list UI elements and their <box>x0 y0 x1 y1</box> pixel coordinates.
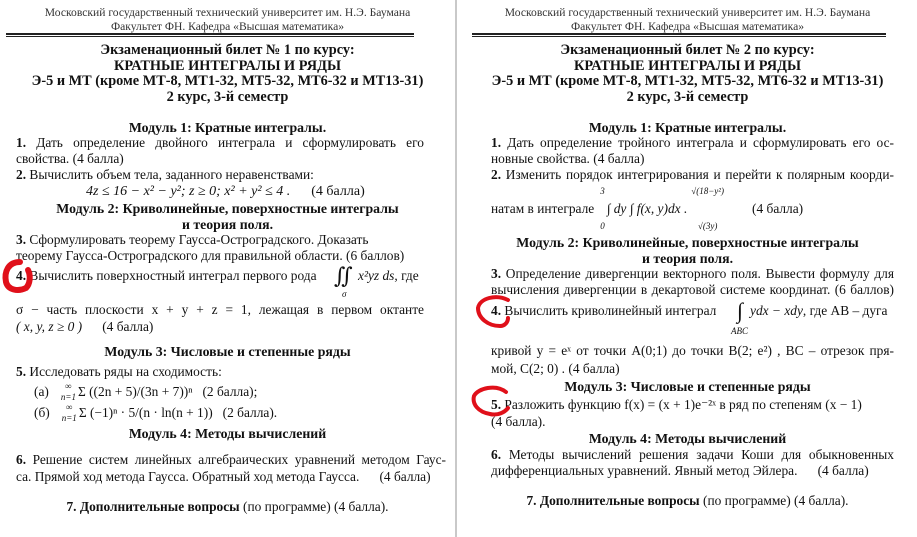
module-1-heading: Модуль 1: Кратные интегралы. <box>588 120 787 135</box>
series-b-bottom: n=1 <box>61 413 77 423</box>
university-header: Московский государственный технический университет им. Н.Э. Баумана <box>44 6 411 19</box>
question-1 <box>16 135 424 151</box>
outer-upper-limit: 3 <box>600 186 605 196</box>
faculty-header: Факультет ФН. Кафедра «Высшая математика» <box>570 20 805 33</box>
groups-title: Э-5 и МТ (кроме МТ-8, МТ1-32, МТ5-32, МТ6-32 и МТ13-31) <box>491 73 884 89</box>
points: (4 балла) <box>817 463 869 478</box>
series-b-label: (б) <box>34 405 50 420</box>
double-integral-sign: ∬ <box>334 263 353 288</box>
points: (4 балла) <box>311 184 365 199</box>
question-1-line2: свойства. (4 балла) <box>16 151 124 166</box>
question-text: Определение дивергенции векторного поля. Вывести формулу для <box>505 266 894 281</box>
integral-lower-limit: σ <box>342 289 347 299</box>
series-a-top: ∞ <box>65 381 72 391</box>
question-text: (по программе) (4 балла). <box>242 499 389 514</box>
formula: x²yz ds <box>358 268 395 283</box>
outer-limits <box>600 187 605 231</box>
question-5 <box>16 364 222 380</box>
question-number: 1. <box>16 135 27 150</box>
series-b-formula: Σ (−1)ⁿ · 5/(n · ln(n + 1)) <box>78 405 213 420</box>
points: (4 балла) <box>102 319 154 334</box>
question-heading: 7. Дополнительные вопросы <box>66 499 240 514</box>
question-7 <box>458 493 917 509</box>
question-3 <box>16 232 368 248</box>
series-b-top: ∞ <box>66 402 73 412</box>
header-rule <box>6 33 414 37</box>
inner-lower-limit: √(3y) <box>697 221 718 231</box>
integrand <box>750 303 887 319</box>
inner-limits <box>691 187 724 231</box>
module-1-heading: Модуль 1: Кратные интегралы. <box>128 120 327 135</box>
question-7 <box>0 499 455 515</box>
question-number: 4. <box>491 303 502 318</box>
question-2-formula <box>86 184 365 200</box>
question-text: Вычислить поверхностный интеграл первого рода <box>29 268 317 283</box>
groups-title: Э-5 и МТ (кроме МТ-8, МТ1-32, МТ5-32, МТ6-32 и МТ13-31) <box>31 73 424 89</box>
course-title: КРАТНЫЕ ИНТЕГРАЛЫ И РЯДЫ <box>574 58 801 74</box>
module-4-heading: Модуль 4: Методы вычислений <box>128 426 327 441</box>
series-a-limits <box>61 382 76 402</box>
question-number: 5. <box>16 364 27 379</box>
module-2-heading-line2: и теория поля. <box>641 251 734 266</box>
semester-title: 2 курс, 3-й семестр <box>626 89 749 105</box>
question-4 <box>16 268 317 284</box>
ticket-title: Экзаменационный билет № 2 по курсу: <box>560 42 815 58</box>
question-number: 4. <box>16 268 27 283</box>
question-2-formula-row <box>491 187 803 231</box>
question-number: 6. <box>16 452 27 467</box>
question-text: , где AB – дуга <box>802 303 888 318</box>
question-text: Дать определение двойного интеграла и сформулировать его <box>36 135 424 150</box>
module-3-heading: Модуль 3: Числовые и степенные ряды <box>564 379 811 394</box>
question-4-line3: мой, C(2; 0) . (4 балла) <box>491 361 620 376</box>
points: (4 балла) <box>752 201 804 216</box>
header-rule <box>472 33 886 37</box>
question-2-formula: ∫ dy ∫ f(x, y)dx . <box>606 201 688 216</box>
question-number: 2. <box>491 167 502 182</box>
question-text: Изменить порядок интегрирования и перейти к полярным коорди- <box>505 167 894 182</box>
question-4-line3 <box>16 319 153 335</box>
page-separator <box>455 0 457 537</box>
university-header: Московский государственный технический университет им. Н.Э. Баумана <box>504 6 871 19</box>
question-text: Дать определение тройного интеграла и сформулировать его ос- <box>507 135 894 150</box>
series-a-bottom: n=1 <box>60 392 76 402</box>
question-heading: 7. Дополнительные вопросы <box>526 493 700 508</box>
question-3-line2: вычисления дивергенции в декартовой системе координат. (6 баллов) <box>491 282 894 297</box>
question-5 <box>491 397 862 413</box>
series-b-limits <box>62 403 77 423</box>
question-2 <box>16 167 314 183</box>
points: (4 балла) <box>379 469 431 484</box>
question-text: Методы вычислений решения задачи Коши для обыкновенных <box>508 447 894 462</box>
question-number: 3. <box>16 232 27 247</box>
question-text: Решение систем линейных алгебраических уравнений методом Гаус- <box>32 452 446 467</box>
series-a-row <box>34 382 257 402</box>
question-3-line2: теорему Гаусса-Остроградского для правильной области. (6 баллов) <box>16 248 405 263</box>
question-text: дифференциальных уравнений. Явный метод Эйлера. <box>491 463 798 478</box>
question-number: 1. <box>491 135 502 150</box>
question-4-line2: кривой y = eˣ от точки A(0;1) до точки B(2; e²) , BC – отрезок пря- <box>491 343 894 358</box>
series-a-formula: Σ ((2n + 5)/(3n + 7))ⁿ <box>77 384 193 399</box>
integral-lower-limit: ABC <box>731 326 748 336</box>
formula: ydx − xdy <box>750 303 803 318</box>
faculty-header: Факультет ФН. Кафедра «Высшая математика» <box>110 20 345 33</box>
formula: 4z ≤ 16 − x² − y²; z ≥ 0; x² + y² ≤ 4 . <box>86 184 291 199</box>
course-title: КРАТНЫЕ ИНТЕГРАЛЫ И РЯДЫ <box>114 58 341 74</box>
question-text: Вычислить объем тела, заданного неравенствами: <box>29 167 314 182</box>
question-number: 6. <box>491 447 502 462</box>
integrand <box>358 268 419 284</box>
module-2-heading: Модуль 2: Криволинейные, поверхностные интегралы <box>516 235 859 250</box>
question-3 <box>491 266 894 282</box>
outer-lower-limit: 0 <box>600 221 605 231</box>
module-3-heading: Модуль 3: Числовые и степенные ряды <box>104 344 351 359</box>
question-text: Исследовать ряды на сходимость: <box>29 364 222 379</box>
ticket-2-page <box>458 0 917 537</box>
ticket-1-page <box>0 0 455 537</box>
question-5-line2: (4 балла). <box>491 414 546 429</box>
question-4 <box>491 303 716 319</box>
series-b-row <box>34 403 277 423</box>
module-4-heading: Модуль 4: Методы вычислений <box>588 431 787 446</box>
question-1 <box>491 135 894 151</box>
ticket-title: Экзаменационный билет № 1 по курсу: <box>100 42 355 58</box>
question-2 <box>491 167 894 183</box>
series-a-label: (a) <box>34 384 49 399</box>
question-number: 2. <box>16 167 27 182</box>
series-a-points: (2 балла); <box>202 384 258 399</box>
question-6-line2 <box>491 463 869 479</box>
question-2-line2: натам в интеграле <box>491 201 595 216</box>
question-text: , где <box>394 268 419 283</box>
question-number: 5. <box>491 397 502 412</box>
question-6 <box>491 447 894 463</box>
module-2-heading-line2: и теория поля. <box>181 217 274 232</box>
question-6-line2 <box>16 469 431 485</box>
question-number: 3. <box>491 266 502 281</box>
series-b-points: (2 балла). <box>222 405 278 420</box>
question-4-line2: σ − часть плоскости x + y + z = 1, лежащая в первом октанте <box>16 302 424 317</box>
semester-title: 2 курс, 3-й семестр <box>166 89 289 105</box>
question-text: са. Прямой ход метода Гаусса. Обратный ход метода Гаусса. <box>16 469 360 484</box>
question-text: Вычислить криволинейный интеграл <box>504 303 717 318</box>
question-text: (по программе) (4 балла). <box>702 493 849 508</box>
formula: ( x, y, z ≥ 0 ) <box>16 319 83 334</box>
question-6 <box>16 452 446 468</box>
line-integral-sign: ∫ <box>737 298 744 323</box>
inner-upper-limit: √(18−y²) <box>691 186 724 196</box>
question-text: Сформулировать теорему Гаусса-Остроградского. Доказать <box>29 232 369 247</box>
question-1-line2: новные свойства. (4 балла) <box>491 151 645 166</box>
question-text: Разложить функцию f(x) = (x + 1)e⁻²ˣ в ряд по степеням (x − 1) <box>504 397 862 412</box>
module-2-heading: Модуль 2: Криволинейные, поверхностные интегралы <box>56 201 399 216</box>
